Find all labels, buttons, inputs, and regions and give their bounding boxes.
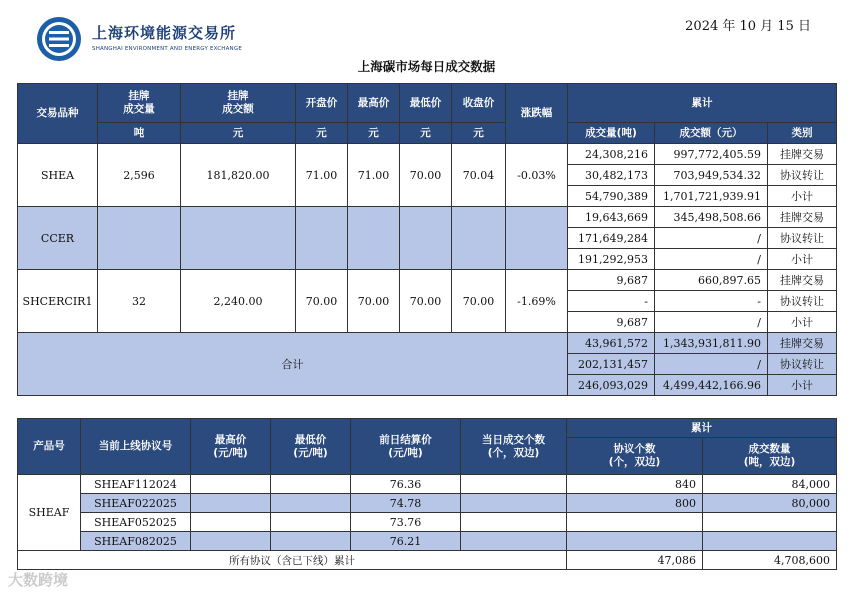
table-row [18,475,837,494]
cum-count-cell: 800 [567,494,703,513]
low-cell: 70.00 [400,144,452,207]
high-cell [191,532,271,551]
daily-count-cell [461,475,567,494]
total-row [18,551,837,570]
product-cell: CCER [18,207,98,270]
cum-qty-cell: 80,000 [703,494,837,513]
col-cum-count: 协议个数 (个，双边) [567,438,703,475]
high-cell [348,207,400,270]
daily-count-cell [461,513,567,532]
cum-amount-cell: / [655,312,768,333]
low-cell [271,475,351,494]
cum-amount-cell: / [655,228,768,249]
col-high: 最高价 [348,84,400,123]
total-category-cell: 协议转让 [768,354,837,375]
col-cum-volume: 成交量(吨) [568,123,655,144]
low-cell [271,513,351,532]
total-volume-cell: 246,093,029 [568,375,655,396]
cum-qty-cell [703,532,837,551]
amount-cell: 181,820.00 [181,144,296,207]
settle-cell: 76.21 [351,532,461,551]
total-volume-cell: 202,131,457 [568,354,655,375]
cum-amount-cell: 345,498,508.66 [655,207,768,228]
contract-cell: SHEAF052025 [81,513,191,532]
unit-close: 元 [452,123,506,144]
open-cell: 71.00 [296,144,348,207]
high-cell [191,494,271,513]
col-cumulative: 累计 [568,84,837,123]
low-cell: 70.00 [400,270,452,333]
cum-volume-cell: - [568,291,655,312]
category-cell: 小计 [768,312,837,333]
col-settle-price: 前日结算价 (元/吨) [351,419,461,475]
close-cell: 70.00 [452,270,506,333]
cum-amount-cell: 1,701,721,939.91 [655,186,768,207]
high-cell [191,513,271,532]
low-cell [271,494,351,513]
close-cell [452,207,506,270]
cum-volume-cell: 9,687 [568,312,655,333]
contract-cell: SHEAF112024 [81,475,191,494]
col-daily-count: 当日成交个数 (个，双边) [461,419,567,475]
col-close: 收盘价 [452,84,506,123]
col-contract: 当前上线协议号 [81,419,191,475]
cum-qty-cell [703,513,837,532]
total-count-cell: 47,086 [567,551,703,570]
low-cell [400,207,452,270]
category-cell: 协议转让 [768,228,837,249]
org-name-cn: 上海环境能源交易所 [92,24,237,42]
change-cell [506,207,568,270]
cum-qty-cell: 84,000 [703,475,837,494]
cum-amount-cell: 703,949,534.32 [655,165,768,186]
close-cell: 70.04 [452,144,506,207]
col-cum-amount: 成交额（元） [655,123,768,144]
cum-count-cell [567,532,703,551]
unit-listed-amount: 元 [181,123,296,144]
contract-cell: SHEAF082025 [81,532,191,551]
cum-volume-cell: 191,292,953 [568,249,655,270]
table-row [18,144,837,165]
total-amount-cell: / [655,354,768,375]
total-amount-cell: 1,343,931,811.90 [655,333,768,354]
contract-cell: SHEAF022025 [81,494,191,513]
table-row [18,532,837,551]
col-open: 开盘价 [296,84,348,123]
settle-cell: 73.76 [351,513,461,532]
cum-count-cell: 840 [567,475,703,494]
table-row [18,513,837,532]
col-cumulative: 累计 [567,419,837,438]
settle-cell: 76.36 [351,475,461,494]
exchange-logo [36,16,82,62]
category-cell: 挂牌交易 [768,144,837,165]
table-row [18,207,837,228]
cum-amount-cell: 660,897.65 [655,270,768,291]
total-row [18,333,837,354]
total-qty-cell: 4,708,600 [703,551,837,570]
col-category: 类别 [768,123,837,144]
col-product: 交易品种 [18,84,98,144]
high-cell: 70.00 [348,270,400,333]
daily-count-cell [461,494,567,513]
cum-volume-cell: 24,308,216 [568,144,655,165]
volume-cell: 32 [98,270,181,333]
cum-volume-cell: 30,482,173 [568,165,655,186]
cum-volume-cell: 9,687 [568,270,655,291]
report-date: 2024 年 10 月 15 日 [685,19,811,34]
category-cell: 挂牌交易 [768,270,837,291]
total-category-cell: 小计 [768,375,837,396]
category-cell: 挂牌交易 [768,207,837,228]
col-low-price: 最低价 (元/吨) [271,419,351,475]
product-cell: SHEA [18,144,98,207]
amount-cell: 2,240.00 [181,270,296,333]
category-cell: 协议转让 [768,165,837,186]
category-cell: 协议转让 [768,291,837,312]
futures-table [17,418,837,570]
change-cell: -0.03% [506,144,568,207]
total-label: 所有协议（含已下线）累计 [18,551,567,570]
cum-amount-cell: / [655,249,768,270]
col-listed-amount: 挂牌 成交额 [181,84,296,123]
unit-high: 元 [348,123,400,144]
col-high-price: 最高价 (元/吨) [191,419,271,475]
total-category-cell: 挂牌交易 [768,333,837,354]
cum-amount-cell: - [655,291,768,312]
page-title: 上海碳市场每日成交数据 [357,59,496,74]
product-cell: SHCERCIR1 [18,270,98,333]
high-cell: 71.00 [348,144,400,207]
product-no-cell: SHEAF [18,475,81,551]
unit-listed-volume: 吨 [98,123,181,144]
amount-cell [181,207,296,270]
open-cell [296,207,348,270]
category-cell: 小计 [768,249,837,270]
cum-amount-cell: 997,772,405.59 [655,144,768,165]
daily-count-cell [461,532,567,551]
total-volume-cell: 43,961,572 [568,333,655,354]
total-amount-cell: 4,499,442,166.96 [655,375,768,396]
col-low: 最低价 [400,84,452,123]
settle-cell: 74.78 [351,494,461,513]
open-cell: 70.00 [296,270,348,333]
unit-low: 元 [400,123,452,144]
category-cell: 小计 [768,186,837,207]
org-name-en: SHANGHAI ENVIRONMENT AND ENERGY EXCHANGE [92,46,242,52]
volume-cell: 2,596 [98,144,181,207]
change-cell: -1.69% [506,270,568,333]
daily-trading-table [17,83,837,396]
total-label: 合计 [18,333,568,396]
cum-volume-cell: 19,643,669 [568,207,655,228]
col-change: 涨跌幅 [506,84,568,144]
table-row [18,494,837,513]
col-cum-qty: 成交数量 (吨，双边) [703,438,837,475]
cum-count-cell [567,513,703,532]
low-cell [271,532,351,551]
high-cell [191,475,271,494]
watermark: 大数跨境 [8,571,69,589]
col-product-no: 产品号 [18,419,81,475]
cum-volume-cell: 171,649,284 [568,228,655,249]
volume-cell [98,207,181,270]
col-listed-volume: 挂牌 成交量 [98,84,181,123]
table-row [18,270,837,291]
cum-volume-cell: 54,790,389 [568,186,655,207]
unit-open: 元 [296,123,348,144]
